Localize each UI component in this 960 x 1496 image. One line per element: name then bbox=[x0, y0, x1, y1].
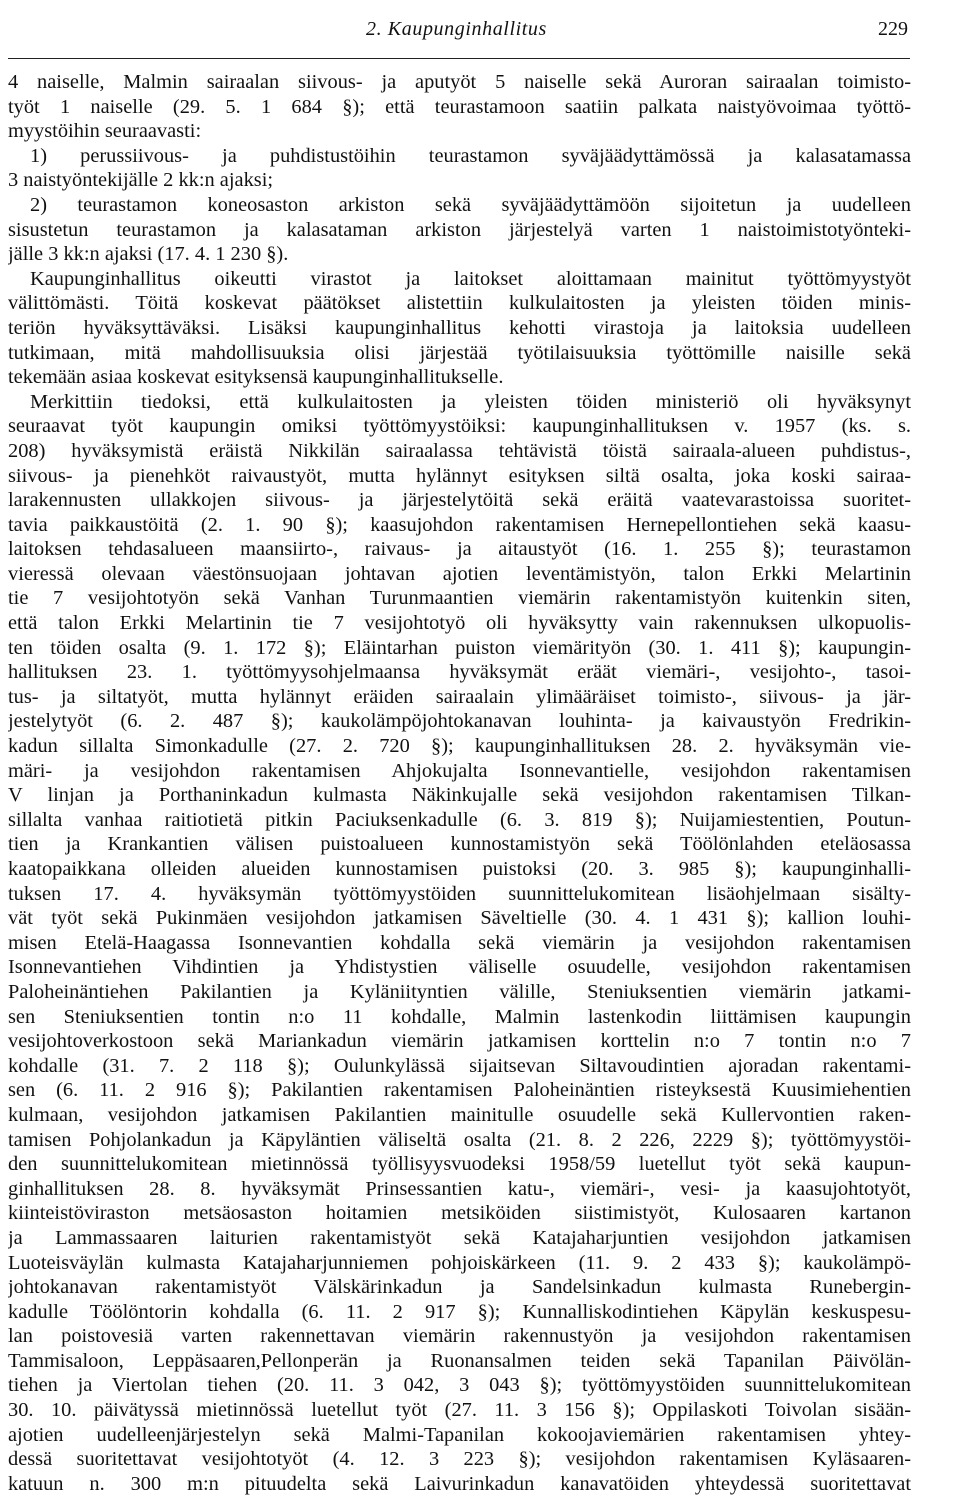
body-text bbox=[8, 70, 911, 1496]
text-line: Paloheinäntiehen Pakilantien ja Kyläniityntien välille, Steniuksentien viemärin jatkami- bbox=[8, 980, 911, 1003]
text-line: että talon Erkki Melartinin tie 7 vesijohtotyö oli hyväksytty vain rakennuksen ulkopuolis- bbox=[8, 612, 911, 635]
text-line: 1) perussiivous- ja puhdistustöihin teurastamon syväjäädyttämössä ja kalasatamassa bbox=[30, 144, 911, 167]
text-line: dessä suoritettavat vesijohtotyöt (4. 12. 3 223 §); vesijohdon rakentamisen Kyläsaaren- bbox=[8, 1448, 911, 1471]
text-line: sen (6. 11. 2 916 §); Pakilantien rakentamisen Paloheinäntien risteyksestä Kuusimiehentien bbox=[8, 1079, 911, 1102]
text-line: kulmaan, vesijohdon jatkamisen Pakilantien mainitulle osuudelle sekä Kullervontien raken- bbox=[8, 1103, 911, 1126]
page-header bbox=[0, 14, 960, 48]
text-line: seuraavat työt kaupungin omiksi työttömyystöiksi: kaupunginhallituksen v. 1957 (ks. s. bbox=[8, 415, 911, 438]
text-line: tie 7 vesijohtotyön sekä Vanhan Turunmaantien viemärin rakentamistyön kuitenkin siten, bbox=[8, 587, 911, 610]
text-line: tiehen ja Viertolan tiehen (20. 11. 3 042, 3 043 §); työttömyystöiden suunnittelukomitean bbox=[8, 1374, 911, 1397]
text-line: kadulle Töölöntorin kohdalla (6. 11. 2 917 §); Kunnalliskodintiehen Käpylän keskuspesu- bbox=[8, 1300, 911, 1323]
text-line: ajotien uudelleenjärjestelyn sekä Malmi-Tapanilan kokoojaviemärien rakentamisen yhtey- bbox=[8, 1423, 911, 1446]
text-line: Luoteisväylän kulmasta Katajaharjunniemen pohjoiskärkeen (11. 9. 2 433 §); kaukolämpö- bbox=[8, 1251, 911, 1274]
text-line: Merkittiin tiedoksi, että kulkulaitosten ja yleisten töiden ministeriö oli hyväksynyt bbox=[30, 390, 911, 413]
text-line: hallituksen 23. 1. työttömyysohjelmaansa hyväksymät eräät viemäri-, vesijohto-, tasoi- bbox=[8, 661, 911, 684]
text-line: 3 naistyöntekijälle 2 kk:n ajaksi; bbox=[8, 169, 274, 192]
text-line: sillalta vanhaa raitiotietä pitkin Paciuksenkadulle (6. 3. 819 §); Nuijamiestentien, Poutun- bbox=[8, 808, 911, 831]
text-line: 208) hyväksymistä eräistä Nikkilän sairaalassa tehtävistä töistä sairaala-alueen puhdistus-, bbox=[8, 439, 911, 462]
text-line: tamisen Pohjolankadun ja Käpyläntien väliseltä osalta (21. 8. 2 226, 2229 §); työttömyystöi- bbox=[8, 1128, 911, 1151]
text-line: larakennusten ullakkojen siivous- ja järjestelytöitä sekä eräitä vaatevarastoissa suoritet- bbox=[8, 489, 911, 512]
text-line: den suunnittelukomitean mietinnössä työllisyysvuodeksi 1958/59 luetellut työt sekä kaupun- bbox=[8, 1153, 911, 1176]
text-line: katuun n. 300 m:n pituudelta sekä Laivurinkadun kanavatöiden yhteydessä suoritettavat bbox=[8, 1472, 911, 1495]
text-line: siivous- ja pienehköt raivaustyöt, mutta hylännyt esityksen siltä osalta, joka koski sairaa- bbox=[8, 464, 911, 487]
text-line: vesijohtoverkostoon sekä Mariankadun viemärin jatkamisen korttelin n:o 7 tontin n:o 7 bbox=[8, 1030, 911, 1053]
text-line: 4 naiselle, Malmin sairaalan siivous- ja aputyöt 5 naiselle sekä Auroran sairaalan toimisto- bbox=[8, 71, 911, 93]
text-line: työt 1 naiselle (29. 5. 1 684 §); että teurastamoon saatiin palkata naistyövoimaa työttö- bbox=[8, 95, 911, 118]
text-line: tavia paikkaustöitä (2. 1. 90 §); kaasujohdon rakentamisen Hernepellontiehen sekä kaasu- bbox=[8, 513, 911, 536]
running-head: 2. Kaupunginhallitus bbox=[366, 18, 547, 40]
text-line: tien ja Krankantien välisen puistoalueen kunnostamistyön sekä Töölönlahden eteläosassa bbox=[8, 833, 911, 856]
header-rule bbox=[8, 58, 910, 59]
text-line: johtokanavan rakentamistyöt Välskärinkadun ja Sandelsinkadun kulmasta Runebergin- bbox=[8, 1276, 911, 1299]
text-line: vieressä olevaan väestönsuojaan johtavan ajotien leventämistyön, talon Erkki Melartinin bbox=[8, 562, 911, 585]
text-line: ten töiden osalta (9. 1. 172 §); Eläintarhan puiston viemärityön (30. 1. 411 §); kaupungin- bbox=[8, 636, 911, 659]
text-line: tekemään asiaa koskevat esityksensä kaupunginhallitukselle. bbox=[8, 366, 504, 389]
text-line: tuksen 17. 4. hyväksymän työttömyystöiden suunnittelukomitean lisäohjelmaan sisälty- bbox=[8, 882, 911, 905]
text-line: laitoksen tehdasalueen maansiirto-, raivaus- ja aitaustyöt (16. 1. 255 §); teurastamon bbox=[8, 538, 911, 561]
text-line: sen Steniuksentien tontin n:o 11 kohdalle, Malmin lastenkodin liittämisen kaupungin bbox=[8, 1005, 911, 1028]
text-line: lan poistovesiä varten rakennettavan viemärin rakennustyön ja vesijohdon rakentamisen bbox=[8, 1325, 911, 1348]
text-line: kiinteistöviraston metsäosaston hoitamien metsiköiden siistimistyöt, Kulosaaren kartanon bbox=[8, 1202, 911, 1225]
text-line: Tammisaloon, Leppäsaaren,Pellonperän ja Ruonansalmen teiden sekä Tapanilan Päivölän- bbox=[8, 1349, 911, 1372]
text-line: teriön hyväksyttäväksi. Lisäksi kaupunginhallitus kehotti virastoja ja laitoksia uudelleen bbox=[8, 316, 911, 339]
text-line: ja Lammassaaren laiturien rakentamistyöt sekä Katajaharjuntien vesijohdon jatkamisen bbox=[8, 1226, 911, 1249]
text-line: kadun sillalta Simonkadulle (27. 2. 720 §); kaupunginhallituksen 28. 2. hyväksymän vie- bbox=[8, 735, 911, 758]
text-line: misen Etelä-Haagassa Isonnevantien kohdalla sekä viemärin ja vesijohdon rakentamisen bbox=[8, 931, 911, 954]
text-line: Isonnevantiehen Vihdintien ja Yhdistystien väliselle osuudelle, vesijohdon rakentamisen bbox=[8, 956, 911, 979]
text-line: tutkimaan, mitä mahdollisuuksia olisi järjestää työtilaisuuksia työttömille naisille sekä bbox=[8, 341, 911, 364]
text-line: myystöihin seuraavasti: bbox=[8, 120, 202, 143]
text-line: kaatopaikkana olleiden alueiden kunnostamisen puistoksi (20. 3. 985 §); kaupunginhalli- bbox=[8, 858, 911, 880]
text-line: 2) teurastamon koneosaston arkiston sekä syväjäädyttämöön sijoitetun ja uudelleen bbox=[30, 193, 911, 216]
text-line: jälle 3 kk:n ajaksi (17. 4. 1 230 §). bbox=[8, 243, 289, 266]
text-line: vät työt sekä Pukinmäen vesijohdon jatkamisen Säveltielle (30. 4. 1 431 §); kallion louhi- bbox=[8, 907, 911, 930]
text-line: 30. 10. päivätyssä mietinnössä luetellut työt (27. 11. 3 156 §); Oppilaskoti Toivolan sisään- bbox=[8, 1399, 911, 1422]
text-line: välittömästi. Töitä koskevat päätökset alistettiin kulkulaitosten ja yleisten töiden minis- bbox=[8, 292, 911, 315]
text-line: tus- ja siltatyöt, mutta hylännyt eräiden sairaalain ylimääräiset toimisto-, siivous- ja jär- bbox=[8, 685, 911, 708]
text-line: ginhallituksen 28. 8. hyväksymät Prinsessantien katu-, viemäri-, vesi- ja kaasujohtotyöt, bbox=[8, 1177, 911, 1200]
text-line: sisustetun teurastamon ja kalasataman arkiston järjestelyä varten 1 naistoimistotyönteki- bbox=[8, 218, 911, 241]
text-line: märi- ja vesijohdon rakentamisen Ahjokujalta Isonnevantielle, vesijohdon rakentamisen bbox=[8, 759, 911, 782]
text-line: kohdalle (31. 7. 2 118 §); Oulunkylässä sijaitsevan Siltavoudintien ajoradan rakentami- bbox=[8, 1054, 911, 1077]
text-line: V linjan ja Porthaninkadun kulmasta Näkinkujalle sekä vesijohdon rakentamisen Tilkan- bbox=[8, 784, 911, 807]
page-number: 229 bbox=[878, 18, 908, 40]
text-line: jestelytyöt (6. 2. 487 §); kaukolämpöjohtokanavan louhinta- ja kaivaustyön Fredrikin- bbox=[8, 710, 911, 733]
text-line: Kaupunginhallitus oikeutti virastot ja laitokset aloittamaan mainitut työttömyystyöt bbox=[30, 267, 911, 290]
